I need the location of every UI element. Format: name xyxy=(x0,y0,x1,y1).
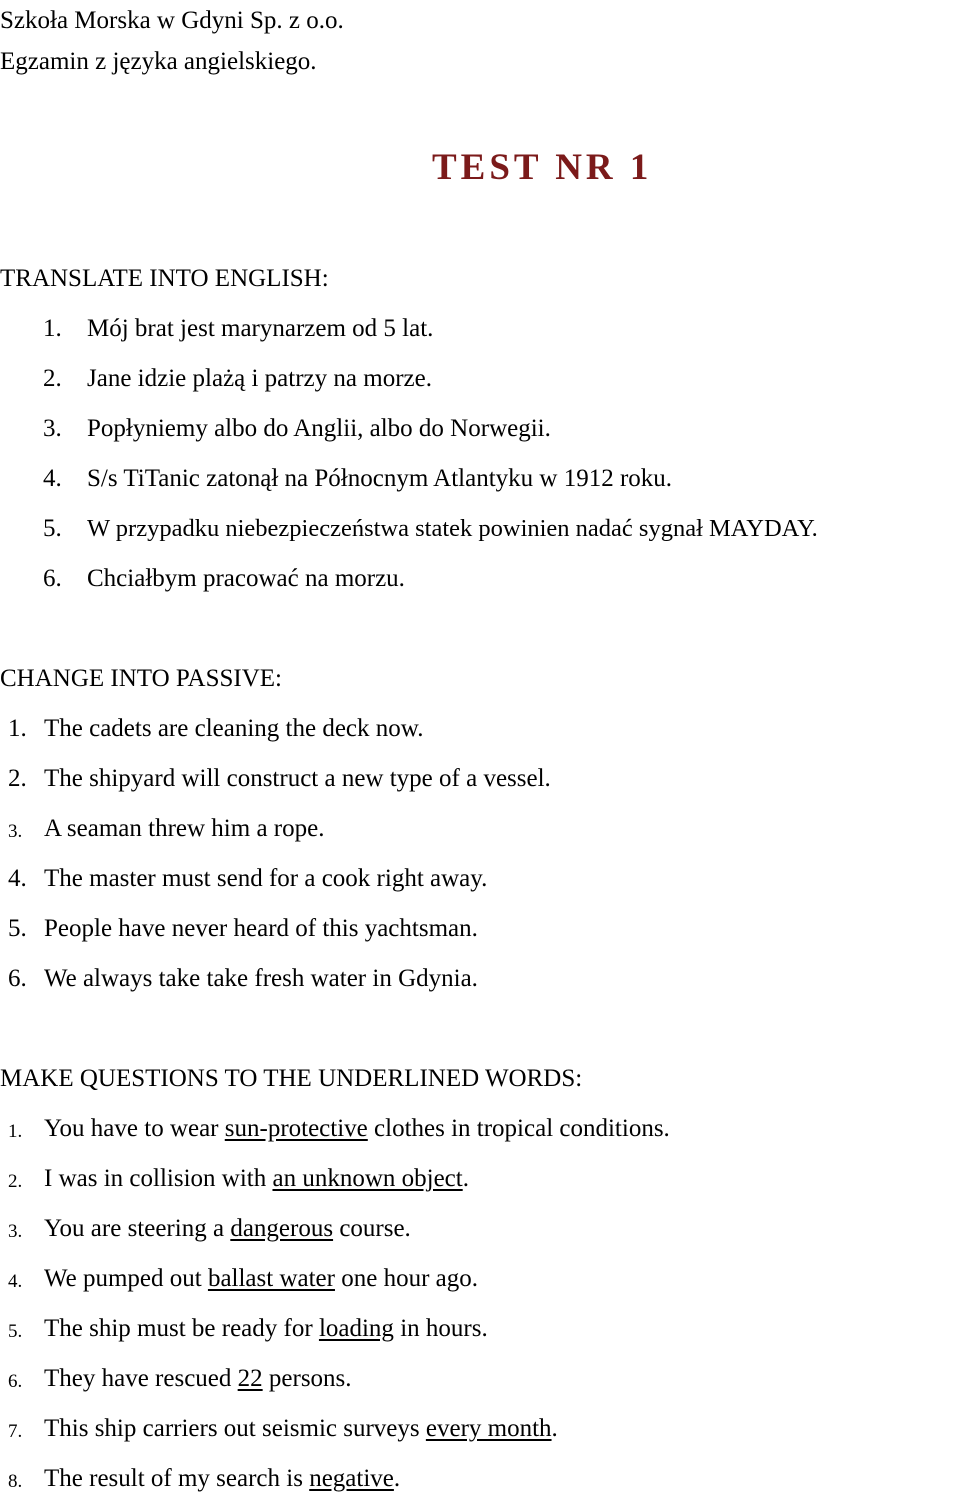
item-text: W przypadku niebezpieczeństwa statek powinien nadać sygnał MAYDAY. xyxy=(87,515,818,542)
list-item xyxy=(0,514,960,544)
item-text: The shipyard will construct a new type of a vessel. xyxy=(44,765,551,792)
test-title: TEST NR 1 xyxy=(432,147,653,188)
list-item xyxy=(0,814,960,844)
list-item xyxy=(0,464,960,494)
item-number: 2. xyxy=(8,1171,23,1192)
item-text xyxy=(44,1314,488,1344)
list-item xyxy=(0,914,960,944)
item-text xyxy=(44,1414,558,1444)
item-text-before: This ship carriers out seismic surveys xyxy=(44,1415,426,1442)
item-number: 2. xyxy=(43,365,62,392)
list-item xyxy=(0,1414,960,1444)
item-text-after: persons. xyxy=(262,1365,352,1392)
underlined-words: sun-protective xyxy=(224,1115,368,1142)
translate-heading: TRANSLATE INTO ENGLISH: xyxy=(0,265,329,292)
list-item xyxy=(0,1114,960,1144)
underlined-words: dangerous xyxy=(230,1215,334,1242)
underlined-words: loading xyxy=(318,1315,394,1342)
item-text: S/s TiTanic zatonął na Północnym Atlantyku w 1912 roku. xyxy=(87,465,673,492)
list-item xyxy=(0,414,960,444)
item-text xyxy=(44,1264,478,1294)
item-text-after: . xyxy=(551,1415,558,1442)
item-text: We always take take fresh water in Gdynia. xyxy=(44,965,478,992)
item-text: Chciałbym pracować na morzu. xyxy=(87,565,405,592)
item-number: 8. xyxy=(8,1471,23,1492)
list-item xyxy=(0,964,960,994)
item-number: 3. xyxy=(8,1221,23,1242)
item-text-before: They have rescued xyxy=(44,1365,238,1392)
item-number: 1. xyxy=(43,315,62,342)
item-text-before: I was in collision with xyxy=(44,1165,273,1192)
item-text: Mój brat jest marynarzem od 5 lat. xyxy=(87,315,434,342)
item-text-before: The result of my search is xyxy=(44,1465,310,1492)
item-number: 4. xyxy=(8,1271,23,1292)
item-text xyxy=(44,1164,469,1194)
underlined-words: an unknown object xyxy=(272,1165,463,1192)
item-number: 6. xyxy=(8,965,27,992)
item-text-before: You are steering a xyxy=(44,1215,231,1242)
item-number: 2. xyxy=(8,765,27,792)
list-item xyxy=(0,1164,960,1194)
list-item xyxy=(0,1264,960,1294)
underlined-words: 22 xyxy=(237,1365,263,1392)
list-item xyxy=(0,864,960,894)
item-text: Jane idzie plażą i patrzy na morze. xyxy=(87,365,432,392)
item-text: The cadets are cleaning the deck now. xyxy=(44,715,424,742)
item-text-before: You have to wear xyxy=(44,1115,225,1142)
item-number: 6. xyxy=(43,565,62,592)
item-text-before: We pumped out xyxy=(44,1265,208,1292)
item-number: 5. xyxy=(8,915,27,942)
list-item xyxy=(0,364,960,394)
item-number: 4. xyxy=(43,465,62,492)
item-text-after: one hour ago. xyxy=(334,1265,478,1292)
item-number: 4. xyxy=(8,865,27,892)
item-number: 3. xyxy=(43,415,62,442)
item-number: 5. xyxy=(43,515,62,542)
item-text-after: clothes in tropical conditions. xyxy=(367,1115,670,1142)
item-text: The master must send for a cook right away. xyxy=(44,865,488,892)
item-text-after: . xyxy=(462,1165,469,1192)
list-item xyxy=(0,564,960,594)
exam-subtitle: Egzamin z języka angielskiego. xyxy=(0,48,317,75)
item-text xyxy=(44,1364,352,1394)
item-text-after: course. xyxy=(333,1215,411,1242)
list-item xyxy=(0,764,960,794)
item-number: 7. xyxy=(8,1421,23,1442)
item-text-after: . xyxy=(393,1465,401,1492)
item-text-before: The ship must be ready for xyxy=(44,1315,319,1342)
item-text xyxy=(44,1114,670,1144)
list-item xyxy=(0,1364,960,1394)
list-item xyxy=(0,1314,960,1344)
list-item xyxy=(0,714,960,744)
item-number: 6. xyxy=(8,1371,23,1392)
list-item xyxy=(0,314,960,344)
underlined-words: negative xyxy=(309,1465,394,1492)
item-text: A seaman threw him a rope. xyxy=(44,815,325,842)
school-name: Szkoła Morska w Gdyni Sp. z o.o. xyxy=(0,7,344,34)
item-number: 5. xyxy=(8,1321,23,1342)
list-item xyxy=(0,1464,960,1494)
item-number: 1. xyxy=(8,715,27,742)
item-text: Popłyniemy albo do Anglii, albo do Norwegii. xyxy=(87,415,551,442)
item-text-after: in hours. xyxy=(393,1315,488,1342)
item-number: 1. xyxy=(8,1121,23,1142)
passive-heading: CHANGE INTO PASSIVE: xyxy=(0,665,282,692)
item-text xyxy=(44,1214,411,1244)
underlined-words: every month xyxy=(425,1415,552,1442)
item-text xyxy=(44,1464,400,1494)
underlined-words: ballast water xyxy=(207,1265,335,1292)
list-item xyxy=(0,1214,960,1244)
item-number: 3. xyxy=(8,821,23,842)
questions-heading: MAKE QUESTIONS TO THE UNDERLINED WORDS: xyxy=(0,1065,583,1092)
item-text: People have never heard of this yachtsman. xyxy=(44,915,478,942)
